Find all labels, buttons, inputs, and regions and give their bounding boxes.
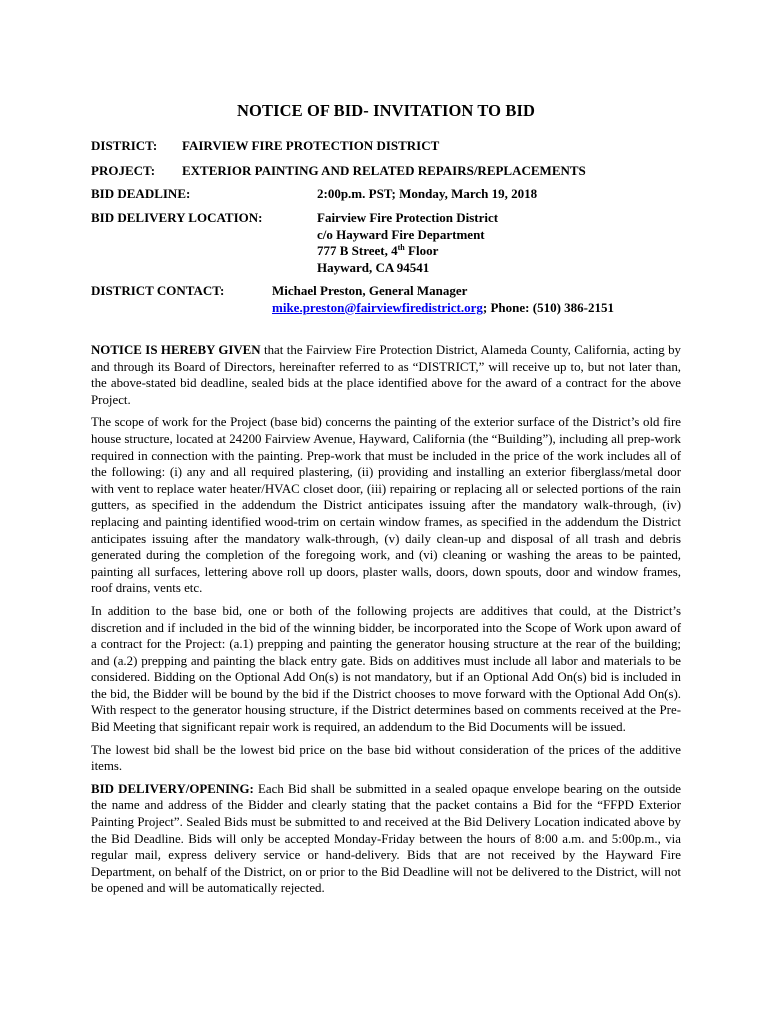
paragraph-scope: The scope of work for the Project (base bid) concerns the painting of the exterior surface of the District’s old fire house structure, located at 24200 Fairview Avenue, Hayward, California (the “Building”), including all prep-work required in connection with the painting. Prep-work that must be included in the price of the work includes all of the following: (i) any and all required plastering, (ii) providing and installing an exterior fiberglass/metal door with vent to replace water heater/HVAC closet door, (iii) repairing or replacing all or selected portions of the rain gutters, as specified in the addendum the District anticipates issuing after the mandatory walk-through, (iv) replacing and painting identified wood-trim on certain window frames, as specified in the addendum the District anticipates issuing after the mandatory walk-through, (v) daily clean-up and disposal of all trash and debris generated during the completion of the foregoing work, and (vi) cleaning or washing the areas to be painted, painting all surfaces, lettering above roll up doors, plaster walls, doors, down spouts, door and window frames, roof drains, vents etc. <box>91 415 681 596</box>
paragraph-delivery: BID DELIVERY/OPENING: Each Bid shall be submitted in a sealed opaque envelope bearing on the outside the name and address of the Bidder and clearly stating that the packet contains a Bid for the “FFPD Exterior Painting Project”. Sealed Bids must be submitted to and received at the Bid Delivery Location indicated above by the Bid Deadline. Bids will only be accepted Monday-Friday between the hours of 8:00 a.m. and 5:00p.m., via regular mail, express delivery service or hand-delivery. Bids that are not received by the Hayward Fire Department, on behalf of the District, on or prior to the Bid Deadline will not be delivered to the District, will not be opened and will be automatically rejected. <box>91 781 681 896</box>
deadline-label: BID DEADLINE: <box>91 186 191 201</box>
paragraph-lowest-bid: The lowest bid shall be the lowest bid price on the base bid without consideration of the prices of the additive items. <box>91 742 681 774</box>
contact-line <box>272 300 614 317</box>
contact-details <box>272 283 614 316</box>
delivery-line-2: c/o Hayward Fire Department <box>317 226 485 242</box>
delivery-line-4: Hayward, CA 94541 <box>317 259 430 275</box>
district-value: FAIRVIEW FIRE PROTECTION DISTRICT <box>182 138 440 153</box>
contact-label: DISTRICT CONTACT: <box>91 283 225 298</box>
delivery-address <box>317 210 498 276</box>
paragraph-notice: NOTICE IS HEREBY GIVEN that the Fairview Fire Protection District, Alameda County, California, acting by and through its Board of Directors, hereinafter referred to as “DISTRICT,” will receive up to, but not later than, the above-stated bid deadline, sealed bids at the place identified above for the award of a contract for the above Project. <box>91 343 681 407</box>
project-value: EXTERIOR PAINTING AND RELATED REPAIRS/REPLACEMENTS <box>182 163 586 178</box>
delivery-line-3: 777 B Street, 4th Floor <box>317 243 439 258</box>
contact-name: Michael Preston, General Manager <box>272 283 468 298</box>
paragraph-additives: In addition to the base bid, one or both of the following projects are additives that could, at the District’s discretion and if included in the bid of the winning bidder, be incorporated into the Scope of Work upon award of a contract for the Project: (a.1) prepping and painting the generator housing structure at the rear of the building; and (a.2) prepping and painting the black entry gate. Bids on additives must include all labor and materials to be considered. Bidding on the Optional Add On(s) is not mandatory, but if an Optional Add On(s) bid is included in the bid, the Bidder will be bound by the bid if the District chooses to move forward with the Optional Add On(s). With respect to the generator housing structure, if the District determines based on comments received at the Pre-Bid Meeting that significant repair work is required, an addendum to the Bid Documents will be issued. <box>91 603 681 735</box>
body-text <box>91 342 681 897</box>
deadline-value: 2:00p.m. PST; Monday, March 19, 2018 <box>317 186 538 201</box>
contact-email-link[interactable]: mike.preston@fairviewfiredistrict.org <box>272 299 483 315</box>
delivery-line-1: Fairview Fire Protection District <box>317 210 499 225</box>
page-title: NOTICE OF BID- INVITATION TO BID <box>237 101 535 120</box>
project-label: PROJECT: <box>91 163 156 178</box>
delivery-label: BID DELIVERY LOCATION: <box>91 210 263 225</box>
contact-phone: ; Phone: (510) 386-2151 <box>482 299 614 315</box>
district-label: DISTRICT: <box>91 138 158 153</box>
